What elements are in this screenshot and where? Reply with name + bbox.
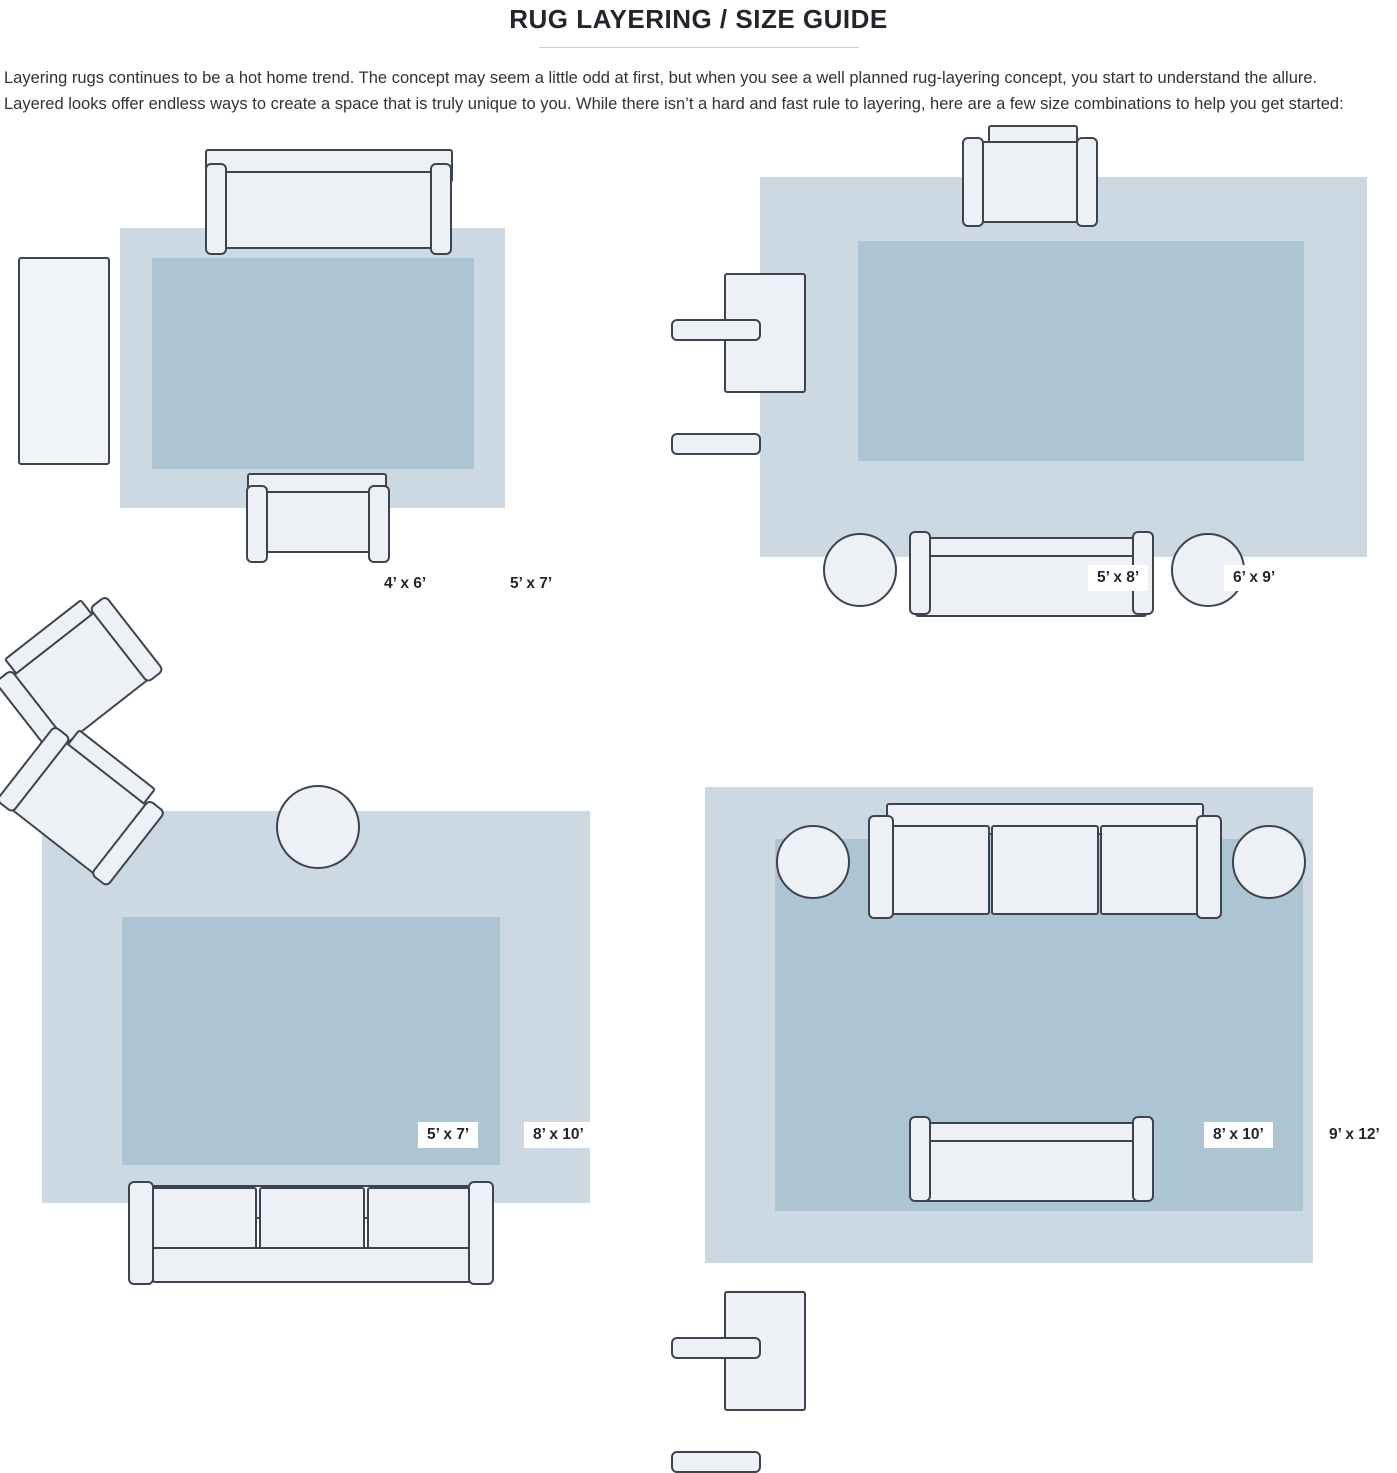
diagram-layout-2 (700, 117, 1397, 617)
armchair-bottom-arm-left (246, 485, 268, 563)
round-table-center (276, 785, 360, 869)
three-seat-sofa-arm-right (468, 1181, 494, 1285)
sofa-top-arm-left (205, 163, 227, 255)
side-table-top-left (776, 825, 850, 899)
armchair-left-arm-bottom-4 (671, 1451, 761, 1473)
three-seat-sofa-cushion-1 (151, 1187, 257, 1251)
inner-rug-5x8 (858, 241, 1304, 461)
side-table-top-right (1232, 825, 1306, 899)
console-table (18, 257, 110, 465)
sofa-top-cushion-1 (882, 825, 990, 915)
armchair-angled-right-seat (3, 734, 156, 881)
armchair-left-arm-top (671, 319, 761, 341)
sofa-top-arm-right (430, 163, 452, 255)
label-inner-rug-1: 4’ x 6’ (375, 571, 435, 597)
armchair-left-arm-top-4 (671, 1337, 761, 1359)
sofa-top-left-arm (868, 815, 894, 919)
label-outer-rug-2: 6’ x 9’ (1224, 565, 1284, 591)
sofa-bottom-arm-left-4 (909, 1116, 931, 1202)
label-inner-rug-3: 5’ x 7’ (418, 1122, 478, 1148)
armchair-bottom-seat (263, 491, 373, 553)
sofa-top-cushion-3 (1100, 825, 1208, 915)
armchair-top-seat (970, 141, 1090, 223)
page-title: RUG LAYERING / SIZE GUIDE (509, 4, 888, 34)
armchair-top-arm-left (962, 137, 984, 227)
armchair-bottom-arm-right (368, 485, 390, 563)
sofa-top-cushion-2 (991, 825, 1099, 915)
label-inner-rug-2: 5’ x 8’ (1088, 565, 1148, 591)
diagram-layout-3 (0, 617, 660, 1157)
label-outer-rug-1: 5’ x 7’ (501, 571, 561, 597)
diagram-layout-4 (700, 617, 1397, 1157)
three-seat-sofa-arm-left (128, 1181, 154, 1285)
sofa-top-seat (219, 171, 439, 249)
diagrams-grid (0, 117, 1397, 1157)
three-seat-sofa-seat-front (152, 1247, 472, 1283)
sofa-bottom-seat-4 (915, 1140, 1147, 1202)
three-seat-sofa-cushion-3 (367, 1187, 473, 1251)
armchair-left-arm-bottom (671, 433, 761, 455)
intro-paragraph: Layering rugs continues to be a hot home trend. The concept may seem a little odd at first, but when you see a well planned rug-layering concept, you start to understand the allure. Layered looks offer endless ways to create a space that is truly unique to you. While there isn’t a hard and fast rule to layering, here are a few size combinations to help you get started: (4, 69, 1344, 113)
side-table-left (823, 533, 897, 607)
diagram-layout-1 (0, 123, 640, 603)
sofa-bottom-arm-right-4 (1132, 1116, 1154, 1202)
label-outer-rug-3: 8’ x 10’ (524, 1122, 593, 1148)
armchair-top-arm-right (1076, 137, 1098, 227)
sofa-top-right-arm (1196, 815, 1222, 919)
inner-rug-4x6 (152, 258, 474, 469)
three-seat-sofa-cushion-2 (259, 1187, 365, 1251)
label-inner-rug-4: 8’ x 10’ (1204, 1122, 1273, 1148)
label-outer-rug-4: 9’ x 12’ (1320, 1122, 1389, 1148)
sofa-bottom-arm-left (909, 531, 931, 615)
